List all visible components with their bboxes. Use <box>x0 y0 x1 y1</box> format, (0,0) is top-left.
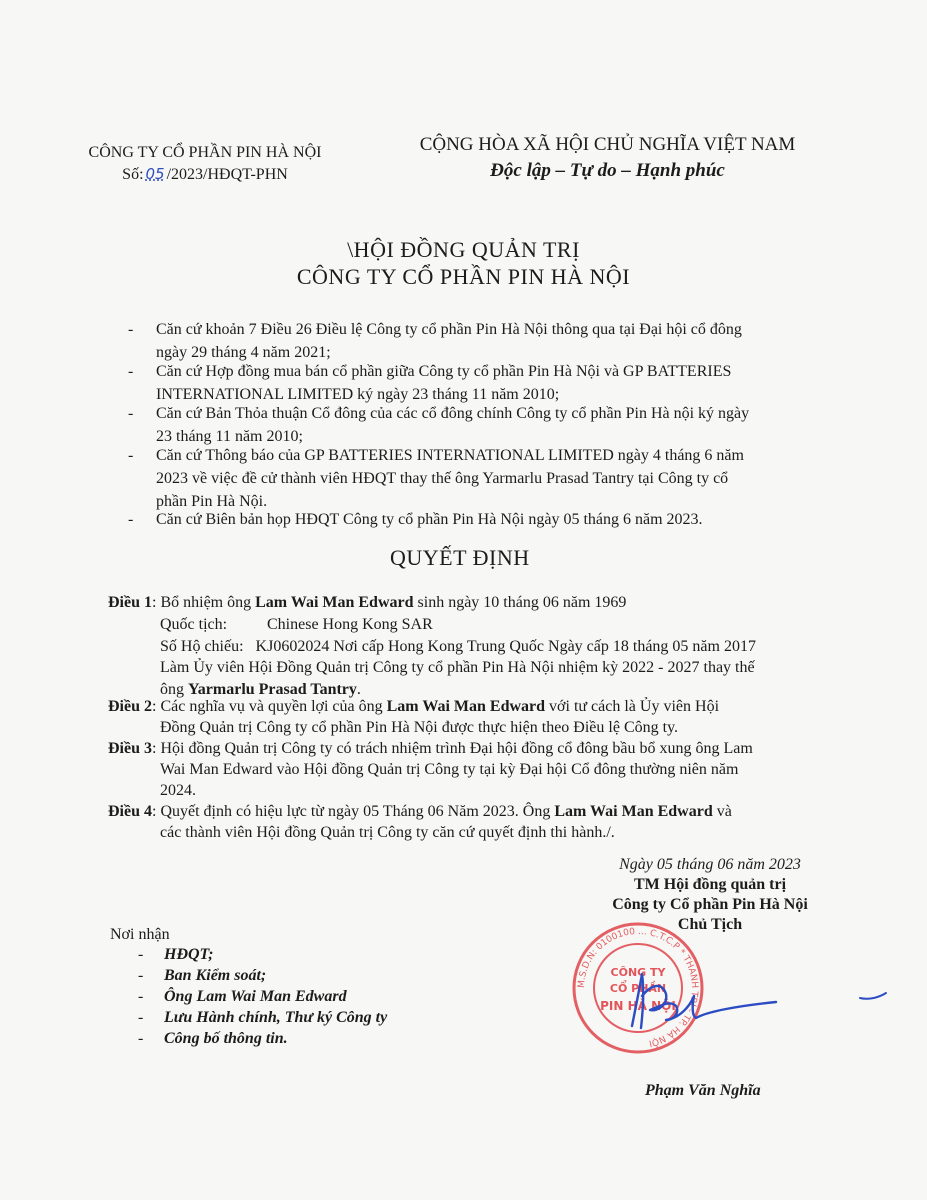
pen-mark <box>858 990 888 1002</box>
republic-header <box>385 134 830 182</box>
signature-company: Công ty Cổ phần Pin Hà Nội <box>612 896 808 913</box>
passport-row: Số Hộ chiếu: KJ0602024 Nơi cấp Hong Kong Trung Quốc Ngày cấp 18 tháng 05 năm 2017 <box>160 638 756 655</box>
signature-position: Chủ Tịch <box>677 916 743 933</box>
handwritten-number: 05 <box>145 165 165 183</box>
article-3: Điều 3: Hội đồng Quản trị Công ty có trách nhiệm trình Đại hội đồng cổ đông bầu bổ xung ông Lam <box>108 740 753 757</box>
replacement-line: ông Yarmarlu Prasad Tantry. <box>160 681 361 698</box>
company-name: CÔNG TY CỔ PHẦN PIN HÀ NỘI <box>88 144 322 161</box>
document-number: Số: 05 /2023/HĐQT-PHN <box>122 165 288 183</box>
title-line-1: \HỘI ĐỒNG QUẢN TRỊ <box>347 237 580 262</box>
article-2: Điều 2: Các nghĩa vụ và quyền lợi của ông Lam Wai Man Edward với tư cách là Ủy viên Hội <box>108 698 720 715</box>
stamp-line-1: CÔNG TY <box>610 966 666 979</box>
article-3-line-2: Wai Man Edward vào Hội đồng Quản trị Công ty tại kỳ Đại hội Cổ đông thường niên năm <box>160 761 739 778</box>
stamp-line-3: PIN HÀ NỘI <box>600 999 676 1013</box>
decision-heading: QUYẾT ĐỊNH <box>390 545 530 570</box>
handwritten-signature <box>596 966 796 1036</box>
title-line-2: CÔNG TY CỔ PHẦN PIN HÀ NỘI <box>296 264 631 289</box>
stamp-line-2: CỔ PHẦN <box>609 982 667 995</box>
article-4-line-2: các thành viên Hội đồng Quản trị Công ty căn cứ quyết định thi hành./. <box>160 824 615 841</box>
article-2-line-2: Đồng Quản trị Công ty cổ phần Pin Hà Nội được thực hiện theo Điều lệ Công ty. <box>160 719 679 736</box>
document-title <box>200 237 727 290</box>
republic-title: CỘNG HÒA XÃ HỘI CHỦ NGHĨA VIỆT NAM <box>419 134 796 155</box>
article-4: Điều 4: Quyết định có hiệu lực từ ngày 05 Tháng 06 Năm 2023. Ông Lam Wai Man Edward và <box>108 803 732 820</box>
article-3-line-3: 2024. <box>160 782 196 799</box>
signature-on-behalf: TM Hội đồng quản trị <box>633 876 787 893</box>
nationality-row: Quốc tịch: Chinese Hong Kong SAR <box>160 616 433 633</box>
signer-name: Phạm Văn Nghĩa <box>645 1082 761 1099</box>
article-1: Điều 1: Bổ nhiệm ông Lam Wai Man Edward sinh ngày 10 tháng 06 năm 1969 <box>108 594 627 611</box>
recipients-heading: Nơi nhận <box>110 926 170 943</box>
appointee-name: Lam Wai Man Edward <box>255 594 414 611</box>
stamp-ring-text: M.S.D.N: 0100100 ... C.T.C.P * THANH TRÌ - TP. HÀ NỘI <box>576 926 700 1048</box>
national-motto: Độc lập – Tự do – Hạnh phúc <box>490 160 725 181</box>
signature-date: Ngày 05 tháng 06 năm 2023 <box>619 856 801 873</box>
company-header <box>70 144 340 184</box>
role-line: Làm Ủy viên Hội Đồng Quản trị Công ty cổ phần Pin Hà Nội nhiệm kỳ 2022 - 2027 thay thế <box>160 659 755 676</box>
